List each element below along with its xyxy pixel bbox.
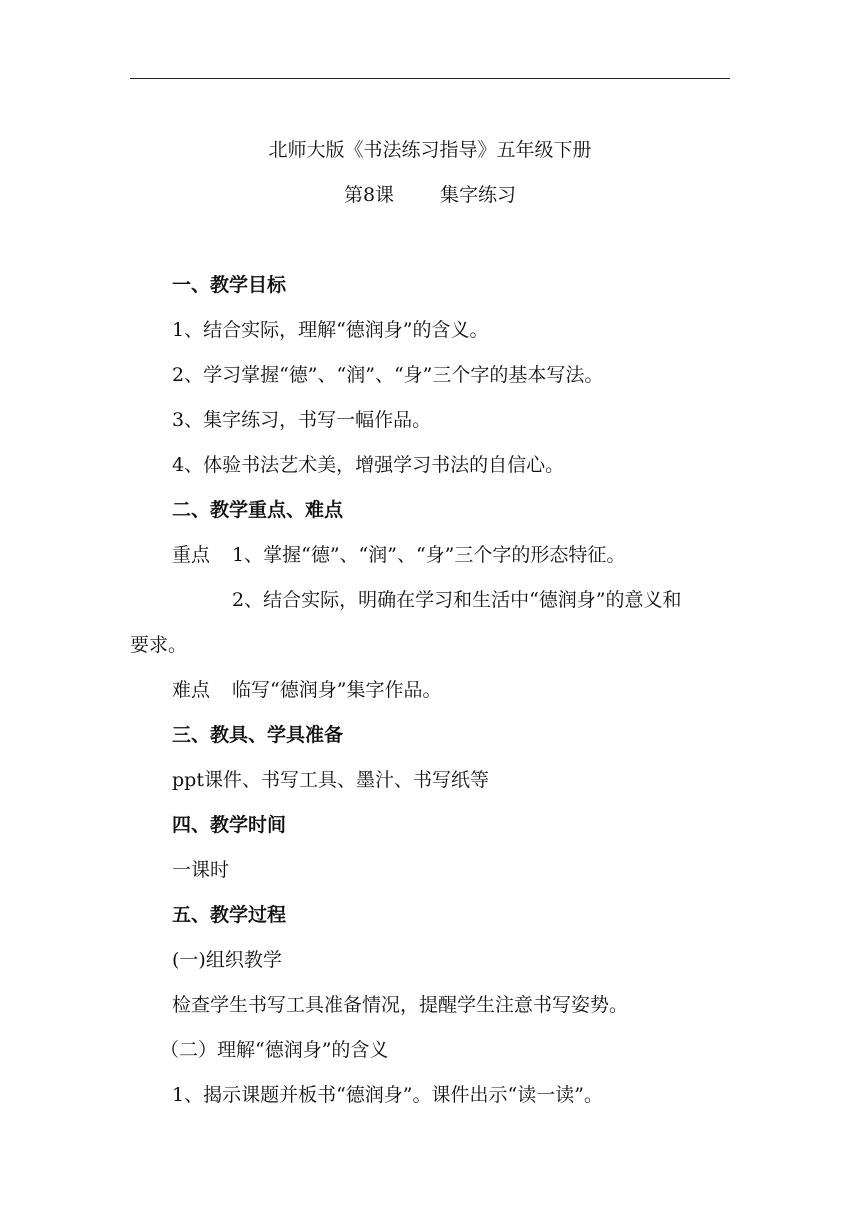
difficulty-point: 难点 临写“德润身”集字作品。: [172, 679, 442, 701]
lesson-title: [0, 183, 860, 207]
difficulty-label: 难点: [172, 679, 211, 701]
section-heading-process: 五、教学过程: [172, 904, 287, 926]
objective-item: 2、学习掌握“德”、“润”、“身”三个字的基本写法。: [172, 364, 604, 386]
section-heading-objectives: 一、教学目标: [172, 274, 287, 296]
objective-item: 3、集字练习，书写一幅作品。: [172, 409, 432, 431]
key-point-2: 2、结合实际，明确在学习和生活中“德润身”的意义和: [232, 589, 682, 611]
objective-item: 4、体验书法艺术美，增强学习书法的自信心。: [172, 454, 565, 476]
section-heading-time: 四、教学时间: [172, 814, 287, 836]
header-rule: [130, 78, 730, 79]
key-point-2-continued: 要求。: [130, 634, 188, 656]
section-heading-materials: 三、教具、学具准备: [172, 724, 344, 746]
process-subheading-2: （二）理解“德润身”的含义: [160, 1039, 389, 1061]
section-heading-key-points: 二、教学重点、难点: [172, 499, 344, 521]
key-label: 重点: [172, 544, 211, 566]
process-text-1: 检查学生书写工具准备情况，提醒学生注意书写姿势。: [172, 994, 629, 1016]
key-point-1: 重点 1、掌握“德”、“润”、“身”三个字的形态特征。: [172, 544, 626, 566]
document-title: 北师大版《书法练习指导》五年级下册: [268, 139, 592, 161]
materials-text: ppt课件、书写工具、墨汁、书写纸等: [172, 769, 489, 791]
time-text: 一课时: [172, 859, 230, 881]
lesson-number: 第8课: [343, 184, 395, 206]
lesson-name: 集字练习: [440, 184, 517, 206]
objective-item: 1、结合实际，理解“德润身”的含义。: [172, 319, 489, 341]
process-subheading-1: (一)组织教学: [172, 949, 282, 971]
process-text-2: 1、揭示课题并板书“德润身”。课件出示“读一读”。: [172, 1084, 603, 1106]
